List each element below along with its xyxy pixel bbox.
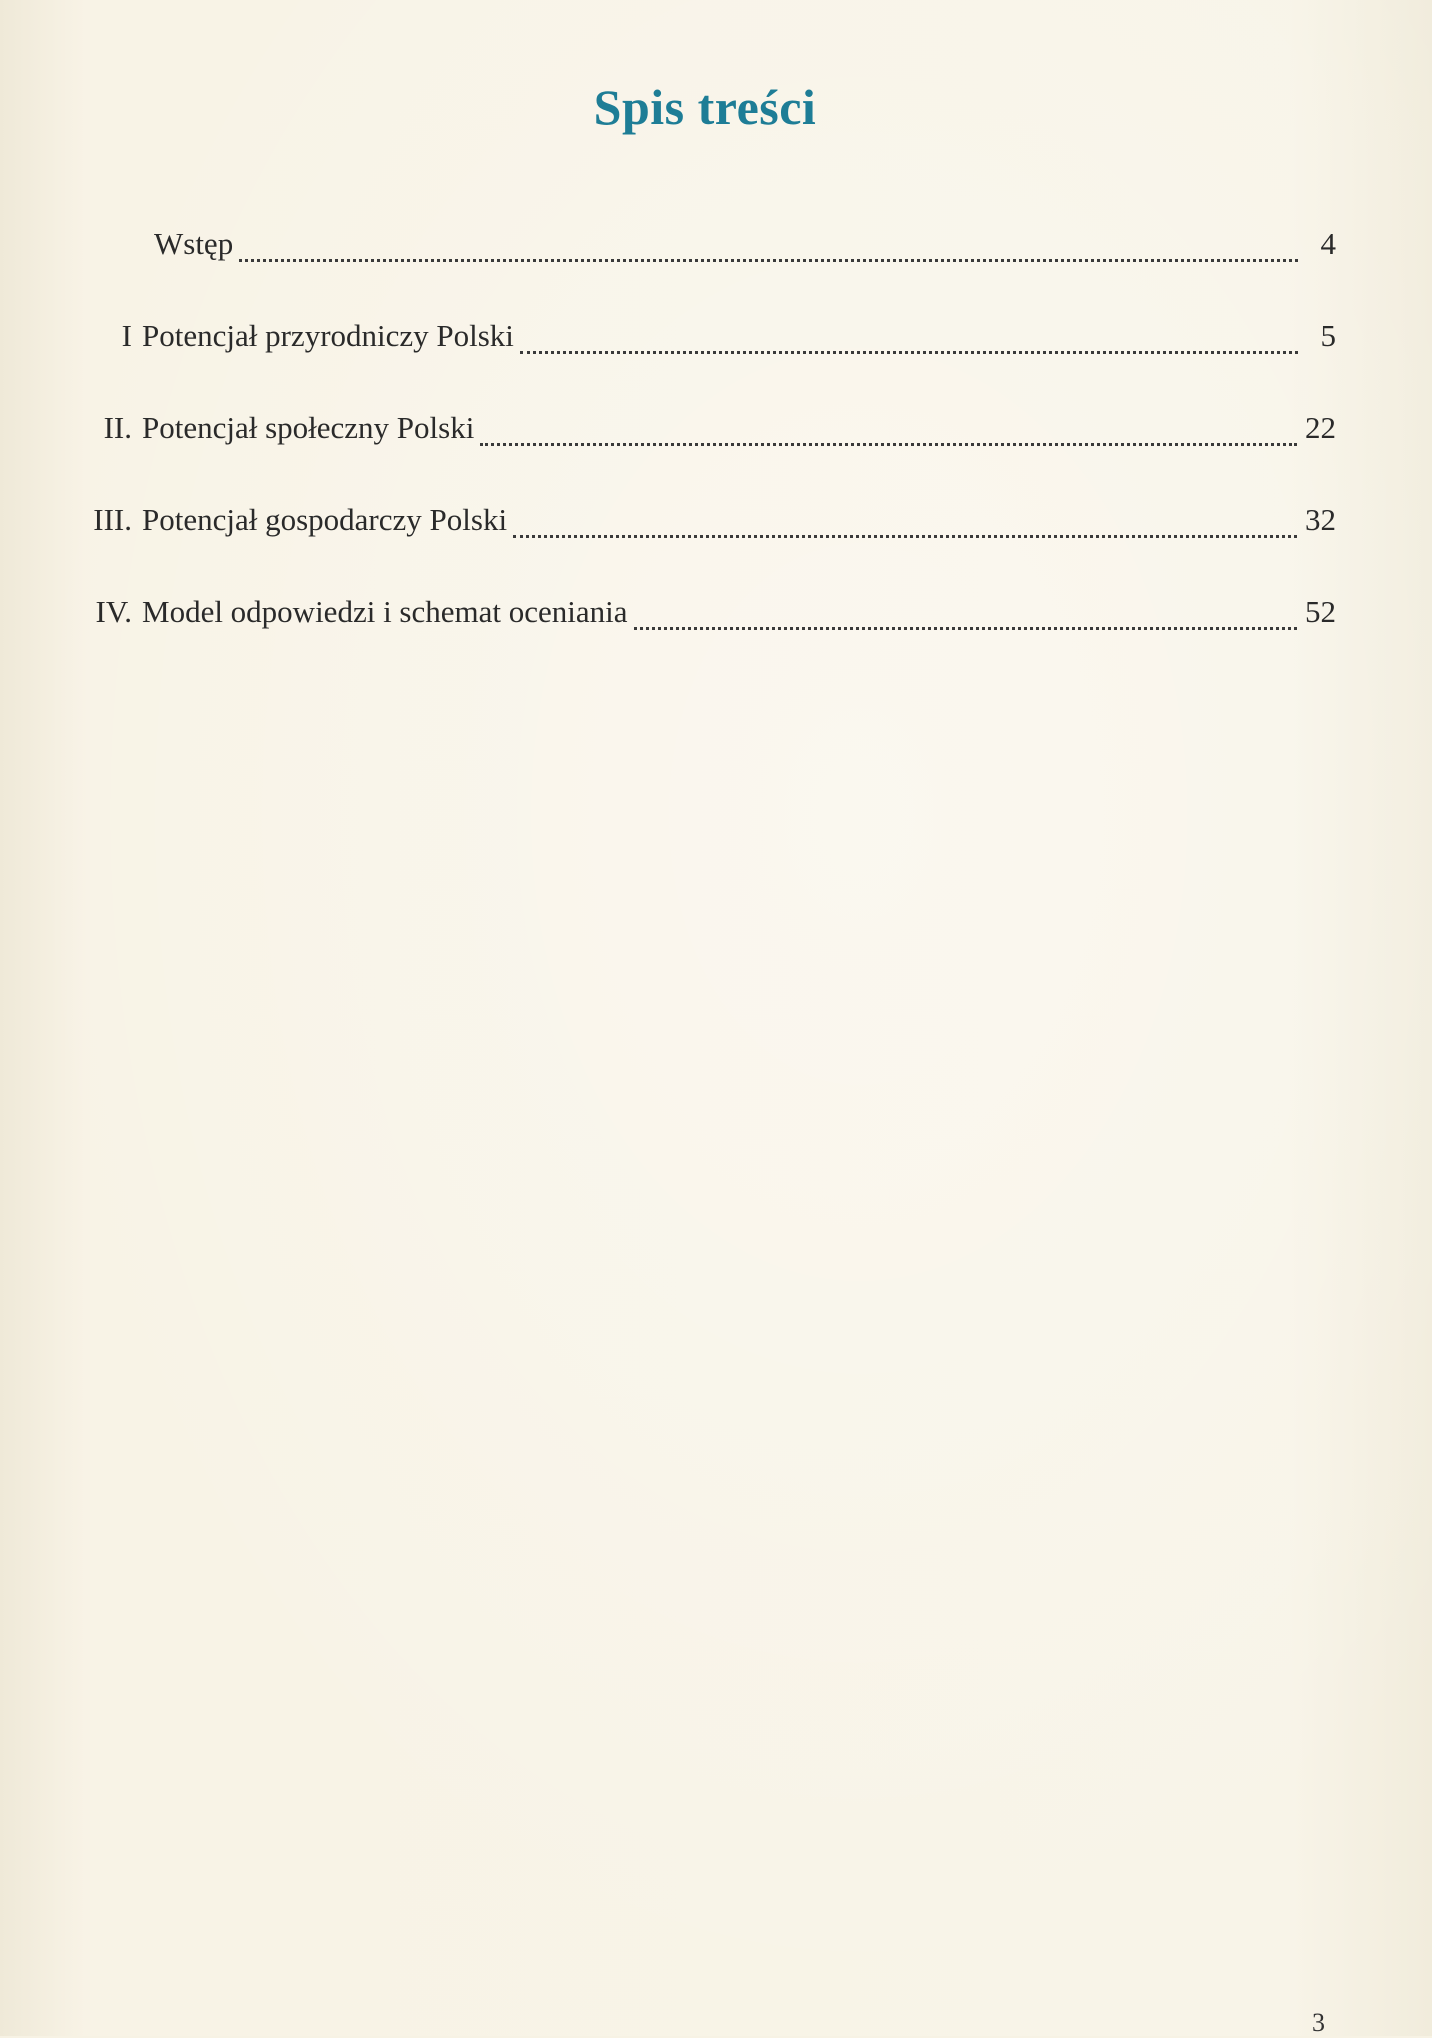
dot-leader [239,259,1298,262]
toc-entry-chapter-1[interactable] [76,318,1336,362]
toc-entry-number: I [121,318,132,353]
dot-leader [634,627,1297,630]
toc-entry-number: II. [103,410,132,445]
dot-leader [480,443,1297,446]
toc-entry-page: 32 [1305,502,1336,537]
toc-entry-page: 52 [1305,594,1336,629]
toc-entry-label: Potencjał gospodarczy Polski [142,502,508,537]
page-title: Spis treści [593,79,817,135]
toc-entry-chapter-3[interactable] [76,502,1336,546]
toc-entry-page: 5 [1320,318,1336,353]
toc-entry-label: Wstęp [154,226,234,261]
toc-entry-page: 22 [1305,410,1336,445]
toc-entry-label: Model odpowiedzi i schemat oceniania [142,594,628,629]
dot-leader [513,535,1297,538]
toc-entry-page: 4 [1320,226,1336,261]
toc-entry-number: IV. [95,594,132,629]
toc-entry-chapter-4[interactable] [76,594,1336,638]
toc-entry-label: Potencjał przyrodniczy Polski [142,318,514,353]
page-number: 3 [1312,2008,1325,2037]
toc-entry-label: Potencjał społeczny Polski [142,410,475,445]
toc-entry-number: III. [93,502,132,537]
toc-entry-chapter-2[interactable] [76,410,1336,454]
toc-entry-intro[interactable] [76,226,1336,270]
dot-leader [520,351,1298,354]
